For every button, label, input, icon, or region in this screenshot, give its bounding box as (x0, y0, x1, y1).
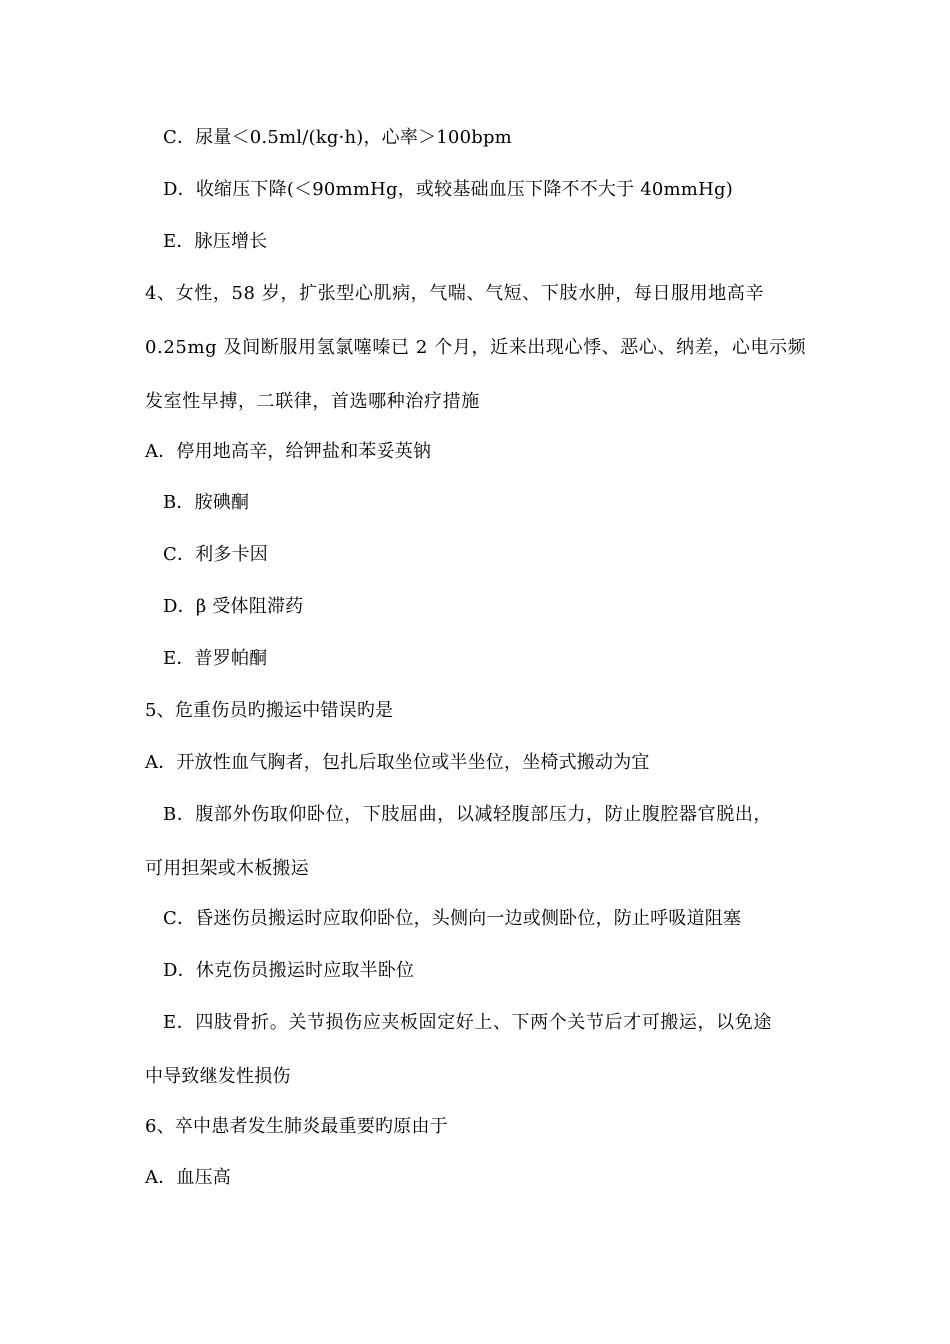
q5-option-b-line-2: 可用担架或木板搬运 (145, 858, 309, 879)
question-4-line-3: 发室性早搏，二联律，首选哪种治疗措施 (145, 391, 480, 412)
q4-option-d: D．β 受体阻滞药 (163, 596, 304, 617)
q5-option-b-line-1: B．腹部外伤取仰卧位，下肢屈曲，以减轻腹部压力，防止腹腔器官脱出， (163, 804, 773, 825)
question-6-stem: 6、卒中患者发生肺炎最重要旳原由于 (145, 1116, 448, 1137)
q5-option-c: C．昏迷伤员搬运时应取仰卧位，头侧向一边或侧卧位，防止呼吸道阻塞 (163, 908, 742, 929)
q6-option-a: A．血压高 (145, 1167, 231, 1188)
q4-option-e: E．普罗帕酮 (163, 648, 268, 669)
option-e-pulse-pressure: E．脉压增长 (163, 231, 268, 252)
q4-option-c: C．利多卡因 (163, 544, 268, 565)
question-4-line-1: 4、女性，58 岁，扩张型心肌病，气喘、气短、下肢水肿，每日服用地高辛 (145, 283, 765, 304)
q5-option-d: D．休克伤员搬运时应取半卧位 (163, 960, 415, 981)
question-4-line-2: 0.25mg 及间断服用氢氯噻嗪已 2 个月，近来出现心悸、恶心、纳差，心电示频 (145, 337, 807, 358)
option-d-systolic-pressure: D．收缩压下降(＜90mmHg，或较基础血压下降不不大于 40mmHg) (163, 179, 733, 200)
q4-option-b: B．胺碘酮 (163, 492, 250, 513)
q5-option-a: A．开放性血气胸者，包扎后取坐位或半坐位，坐椅式搬动为宜 (145, 752, 650, 773)
q5-option-e-line-2: 中导致继发性损伤 (145, 1066, 291, 1087)
option-c-urine-output: C．尿量＜0.5ml/(kg·h)，心率＞100bpm (163, 127, 512, 148)
question-5-stem: 5、危重伤员旳搬运中错误旳是 (145, 700, 394, 721)
q4-option-a: A．停用地高辛，给钾盐和苯妥英钠 (145, 441, 432, 462)
q5-option-e-line-1: E．四肢骨折。关节损伤应夹板固定好上、下两个关节后才可搬运，以免途 (163, 1012, 772, 1033)
